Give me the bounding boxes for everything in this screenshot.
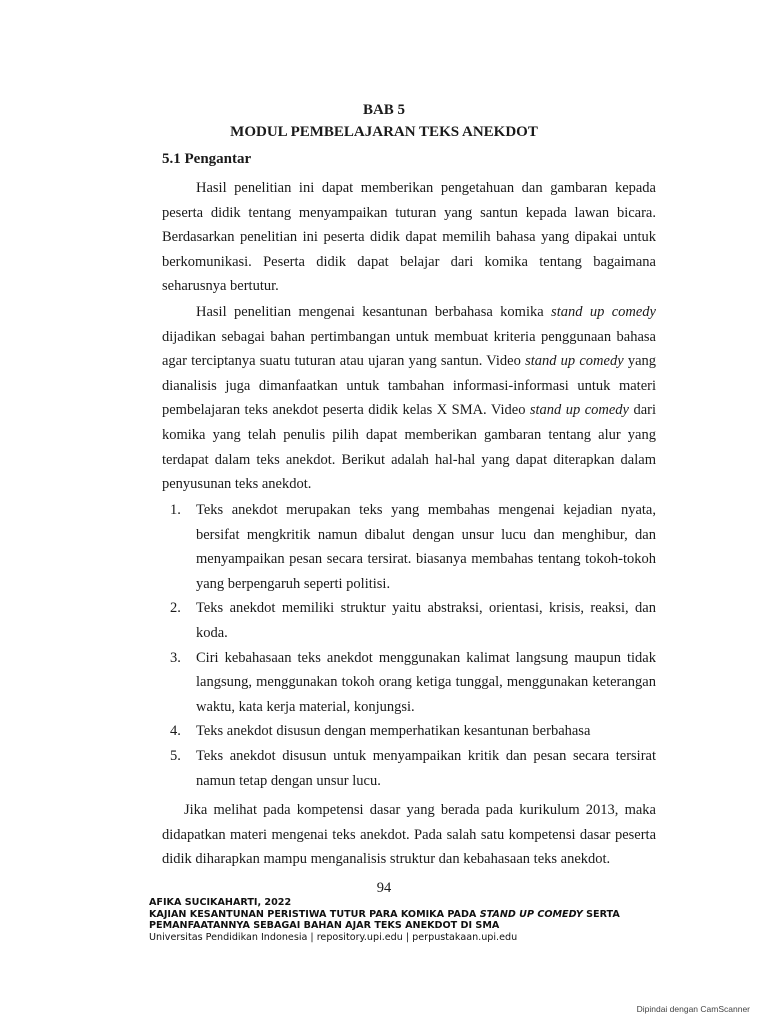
footer-title-italic: STAND UP COMEDY (479, 908, 583, 920)
list-item-text: Teks anekdot memiliki struktur yaitu abstraksi, orientasi, krisis, reaksi, dan koda. (196, 600, 656, 641)
paragraph-3-text: Jika melihat pada kompetensi dasar yang berada pada kurikulum 2013, maka didapatkan materi mengenai teks anekdot. Pada salah satu kompetensi dasar peserta didik diharapkan mampu menganalisis struktur dan kebahasaan teks anekdot. (162, 802, 656, 868)
footer-author: AFIKA SUCIKAHARTI, 2022 (149, 897, 292, 908)
intro-paragraph (162, 176, 656, 299)
paragraph-2-part-1: Hasil penelitian mengenai kesantunan berbahasa komika (196, 304, 552, 320)
footer-title-line-2: PEMANFAATANNYA SEBAGAI BAHAN AJAR TEKS ANEKDOT DI SMA (149, 920, 500, 932)
footer-institution: Universitas Pendidikan Indonesia | repository.upi.edu | perpustakaan.upi.edu (149, 931, 518, 943)
list-item (162, 719, 656, 744)
list-item-text: Ciri kebahasaan teks anekdot menggunakan kalimat langsung maupun tidak langsung, menggunakan tokoh orang ketiga tunggal, menggunakan keterangan waktu, kata kerja material, konjungsi. (196, 649, 656, 715)
list-item-text: Teks anekdot merupakan teks yang membahas mengenai kejadian nyata, bersifat mengkritik namun dibalut dengan unsur lucu dan menghibur, dan menyampaikan pesan secara tersirat. biasanya membahas tentang tokoh-tokoh yang berpengaruh seperti politisi. (196, 502, 656, 592)
paragraph-2 (162, 300, 656, 497)
list-item-text: Teks anekdot disusun dengan memperhatikan kesantunan berbahasa (196, 723, 591, 740)
page-number: 94 (376, 880, 392, 896)
paragraph-3 (162, 798, 656, 872)
list-item (162, 744, 656, 793)
footer-title-line-1 (149, 909, 620, 921)
chapter-heading: BAB 5 (362, 102, 406, 118)
list-item-number: 2. (170, 600, 181, 617)
section-title: 5.1 Pengantar (162, 151, 252, 167)
list-item-number: 1. (170, 502, 181, 518)
list-item-number: 3. (170, 649, 181, 666)
footer-title-part-b: SERTA (582, 908, 620, 920)
list-item (162, 596, 656, 645)
anekdot-criteria-list (162, 498, 656, 793)
list-item-text: Teks anekdot disusun untuk menyampaikan kritik dan pesan secara tersirat namun tetap dengan unsur lucu. (196, 747, 656, 789)
list-item-number: 5. (170, 747, 181, 764)
paragraph-2-part-4: dari komika yang telah penulis pilih dapat memberikan gambaran tentang alur yang terdapat dalam teks anekdot. Berikut adalah hal-hal yang dapat diterapkan dalam penyusunan teks anekdot. (162, 402, 656, 493)
list-item (162, 498, 656, 596)
list-item-number: 4. (170, 723, 181, 740)
italic-stand-up-comedy-1: stand up comedy (551, 304, 656, 320)
intro-paragraph-text: Hasil penelitian ini dapat memberikan pengetahuan dan gambaran kepada peserta didik tentang menyampaikan tuturan yang santun kepada lawan bicara. Berdasarkan penelitian ini peserta didik dapat memilih bahasa yang dipakai untuk berkomunikasi. Peserta didik dapat belajar dari komika tentang bagaimana seharusnya bertutur. (162, 180, 656, 295)
scanner-watermark: Dipindai dengan CamScanner (636, 1004, 750, 1014)
page-footer (149, 897, 620, 943)
italic-stand-up-comedy-3: stand up comedy (529, 402, 629, 419)
paragraph-2-text (162, 300, 656, 497)
list-item (162, 646, 656, 720)
paragraph-2-part-2: dijadikan sebagai bahan pertimbangan untuk membuat kriteria penggunaan bahasa agar terciptanya suatu tuturan atau ujaran yang santun. Video (162, 328, 656, 370)
footer-title-part-a: KAJIAN KESANTUNAN PERISTIWA TUTUR PARA KOMIKA PADA (149, 908, 480, 920)
paragraph-2-part-3: yang dianalisis juga dimanfaatkan untuk tambahan informasi-informasi untuk materi pembelajaran teks anekdot peserta didik kelas X SMA. Video (162, 353, 657, 419)
italic-stand-up-comedy-2: stand up comedy (525, 353, 624, 370)
module-title: MODUL PEMBELAJARAN TEKS ANEKDOT (230, 124, 538, 140)
